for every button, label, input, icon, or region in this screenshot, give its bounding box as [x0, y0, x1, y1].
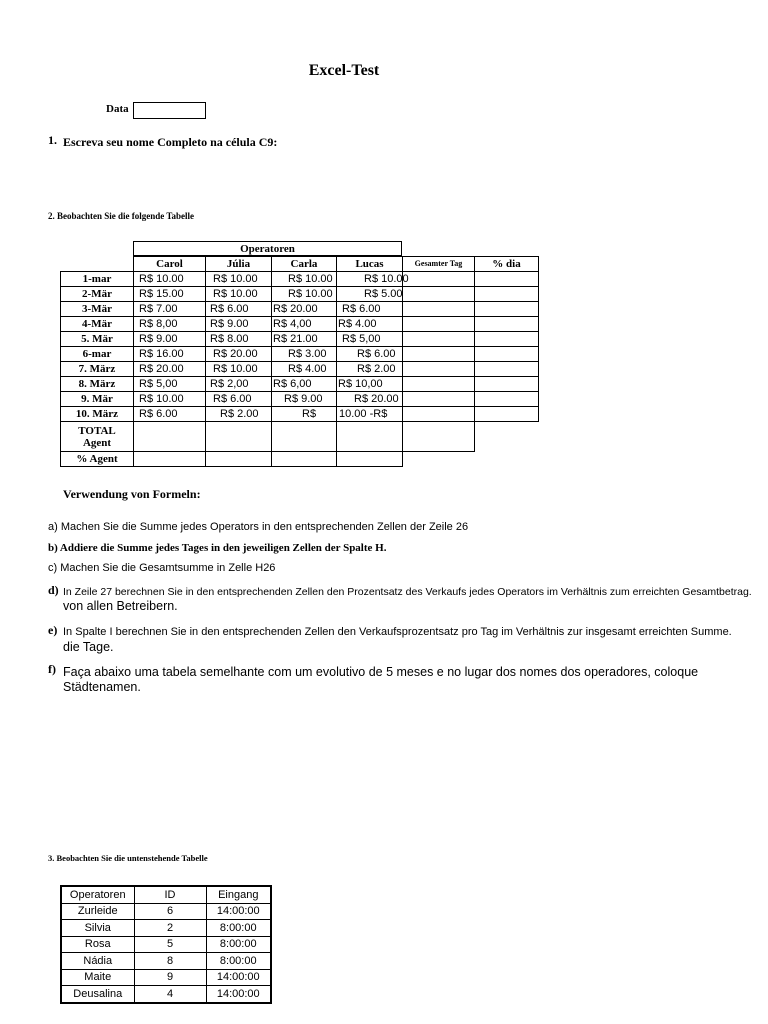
cell-value: R$ 5,00 [342, 333, 381, 345]
total-row [61, 422, 539, 452]
value-cell[interactable] [337, 272, 409, 287]
id-cell[interactable]: 4 [134, 986, 206, 1003]
cell-value: R$ 10.00 [213, 288, 258, 300]
question-1-text: Escreva seu nome Completo na célula C9: [63, 135, 278, 149]
instruction-f-line1: Faça abaixo uma tabela semelhante com um evolutivo de 5 meses e no lugar dos nomes dos operadores, coloque [63, 665, 699, 679]
cell-value: R$ 10.00 [213, 363, 258, 375]
empty-cell [403, 452, 475, 467]
value-cell[interactable] [475, 317, 539, 332]
row-label: 10. März [61, 407, 134, 422]
value-cell[interactable] [337, 377, 403, 392]
column-header: Eingang [206, 886, 271, 903]
value-cell[interactable] [403, 407, 475, 422]
value-cell[interactable] [272, 272, 337, 287]
value-cell[interactable] [337, 407, 403, 422]
cell-value: R$ 16.00 [139, 348, 184, 360]
value-cell[interactable] [337, 287, 403, 302]
table-row [61, 272, 539, 287]
table-row [61, 920, 271, 937]
table-row [61, 903, 271, 920]
value-cell[interactable] [475, 272, 539, 287]
cell-value: R$ 2.00 [357, 363, 396, 375]
cell-value: R$ 10.00 [364, 273, 409, 285]
column-header: Carol [134, 257, 206, 272]
value-cell[interactable] [337, 317, 403, 332]
value-cell[interactable] [206, 302, 272, 317]
operators-table [60, 885, 272, 1004]
operator-name-cell[interactable]: Rosa [61, 936, 134, 953]
value-cell[interactable] [134, 377, 206, 392]
value-cell[interactable] [403, 392, 475, 407]
row-label: 6-mar [61, 347, 134, 362]
table-row [61, 936, 271, 953]
row-label: 1-mar [61, 272, 134, 287]
row-label: 9. Mär [61, 392, 134, 407]
cell-value: R$ 20.00 [139, 363, 184, 375]
table-row [61, 969, 271, 986]
total-cell[interactable] [272, 422, 337, 452]
value-cell[interactable] [206, 377, 272, 392]
table-row [61, 377, 539, 392]
table-row [61, 362, 539, 377]
row-label: 7. März [61, 362, 134, 377]
row-label: 2-Mär [61, 287, 134, 302]
value-cell[interactable] [403, 347, 475, 362]
instruction-f-line2: Städtenamen. [63, 680, 141, 694]
value-cell[interactable] [134, 392, 206, 407]
row-label: 3-Mär [61, 302, 134, 317]
value-cell[interactable] [272, 362, 337, 377]
cell-value: 10.00 -R$ [339, 408, 388, 420]
value-cell[interactable] [475, 362, 539, 377]
column-header: Operatoren [61, 886, 134, 903]
total-agent-label: TOTAL Agent [61, 422, 134, 452]
operators-group-header: Operatoren [133, 241, 402, 256]
instruction-f-marker: f) [48, 662, 56, 676]
question-1-number: 1. [48, 133, 57, 147]
corner-cell [61, 257, 134, 272]
table-row [61, 407, 539, 422]
row-label: 5. Mär [61, 332, 134, 347]
sales-table [60, 256, 539, 467]
total-cell[interactable] [403, 422, 475, 452]
instruction-d-line2: von allen Betreibern. [63, 599, 178, 613]
value-cell[interactable] [134, 317, 206, 332]
value-cell[interactable] [272, 332, 337, 347]
table-header-row [61, 886, 271, 903]
cell-value: R$ 5,00 [139, 378, 178, 390]
cell-value: R$ 9.00 [139, 333, 178, 345]
instruction-b: b) Addiere die Summe jedes Tages in den jeweiligen Zellen der Spalte H. [48, 542, 387, 554]
cell-value: R$ 20.00 [354, 393, 399, 405]
formulas-heading: Verwendung von Formeln: [63, 487, 201, 501]
value-cell[interactable] [272, 392, 337, 407]
id-cell[interactable]: 6 [134, 903, 206, 920]
cell-value: R$ 20.00 [273, 303, 318, 315]
value-cell[interactable] [475, 347, 539, 362]
total-cell[interactable] [337, 422, 403, 452]
percent-cell[interactable] [134, 452, 206, 467]
value-cell[interactable] [206, 332, 272, 347]
value-cell[interactable] [403, 317, 475, 332]
cell-value: R$ 15.00 [139, 288, 184, 300]
cell-value: R$ 10.00 [139, 273, 184, 285]
id-cell[interactable]: 8 [134, 953, 206, 970]
operator-name-cell[interactable]: Maite [61, 969, 134, 986]
value-cell[interactable] [134, 272, 206, 287]
cell-value: R$ 10.00 [288, 273, 333, 285]
operator-name-cell[interactable]: Nádia [61, 953, 134, 970]
value-cell[interactable] [475, 302, 539, 317]
value-cell[interactable] [475, 392, 539, 407]
row-label: 4-Mär [61, 317, 134, 332]
instruction-e-line2: die Tage. [63, 640, 114, 654]
value-cell[interactable] [337, 302, 403, 317]
id-cell[interactable]: 2 [134, 920, 206, 937]
value-cell[interactable] [403, 332, 475, 347]
value-cell[interactable] [206, 287, 272, 302]
cell-value: R$ 4.00 [338, 318, 377, 330]
cell-value: R$ [302, 408, 317, 420]
percent-cell[interactable] [206, 452, 272, 467]
instruction-e-marker: e) [48, 623, 58, 637]
column-header: Gesamter Tag [403, 257, 475, 272]
cell-value: R$ 8.00 [210, 333, 249, 345]
cell-value: R$ 10.00 [288, 288, 333, 300]
operator-name-cell[interactable]: Deusalina [61, 986, 134, 1003]
instruction-a: a) Machen Sie die Summe jedes Operators in den entsprechenden Zellen der Zeile 26 [48, 521, 469, 533]
cell-value: R$ 6.00 [139, 408, 178, 420]
entry-time-cell[interactable]: 8:00:00 [206, 920, 271, 937]
column-header: % dia [475, 257, 539, 272]
question-3-heading: 3. Beobachten Sie die untenstehende Tabelle [48, 853, 208, 863]
entry-time-cell[interactable]: 14:00:00 [206, 969, 271, 986]
total-cell[interactable] [206, 422, 272, 452]
value-cell[interactable] [403, 287, 475, 302]
table-row [61, 302, 539, 317]
table-row [61, 287, 539, 302]
cell-value: R$ 10.00 [139, 393, 184, 405]
cell-value: R$ 6.00 [213, 393, 252, 405]
table-row [61, 347, 539, 362]
value-cell[interactable] [337, 347, 403, 362]
cell-value: R$ 10,00 [338, 378, 383, 390]
cell-value: R$ 4,00 [273, 318, 312, 330]
value-cell[interactable] [134, 287, 206, 302]
cell-value: R$ 9.00 [210, 318, 249, 330]
row-label: 8. März [61, 377, 134, 392]
value-cell[interactable] [403, 362, 475, 377]
cell-value: R$ 8,00 [139, 318, 178, 330]
value-cell[interactable] [475, 332, 539, 347]
value-cell[interactable] [337, 362, 403, 377]
instruction-d-marker: d) [48, 583, 59, 597]
instruction-c: c) Machen Sie die Gesamtsumme in Zelle H26 [48, 562, 276, 574]
value-cell[interactable] [206, 392, 272, 407]
column-header: Carla [272, 257, 337, 272]
entry-time-cell[interactable]: 8:00:00 [206, 936, 271, 953]
cell-value: R$ 2,00 [210, 378, 249, 390]
value-cell[interactable] [272, 317, 337, 332]
value-cell[interactable] [134, 347, 206, 362]
id-cell[interactable]: 5 [134, 936, 206, 953]
cell-value: R$ 3.00 [288, 348, 327, 360]
date-field[interactable] [133, 102, 206, 119]
entry-time-cell[interactable]: 14:00:00 [206, 903, 271, 920]
value-cell[interactable] [475, 407, 539, 422]
value-cell[interactable] [475, 287, 539, 302]
value-cell[interactable] [337, 392, 403, 407]
value-cell[interactable] [272, 287, 337, 302]
value-cell[interactable] [475, 377, 539, 392]
table-row [61, 392, 539, 407]
empty-cell [475, 452, 539, 467]
table-row [61, 986, 271, 1003]
instruction-d-line1: In Zeile 27 berechnen Sie in den entsprechenden Zellen den Prozentsatz des Verkaufs jedes Operators im Verhältnis zum erreichten Gesamtbetrag. [63, 586, 752, 598]
value-cell[interactable] [403, 272, 475, 287]
percent-cell[interactable] [337, 452, 403, 467]
cell-value: R$ 21.00 [273, 333, 318, 345]
cell-value: R$ 10.00 [213, 273, 258, 285]
percent-row [61, 452, 539, 467]
cell-value: R$ 6.00 [210, 303, 249, 315]
question-2-heading: 2. Beobachten Sie die folgende Tabelle [48, 211, 195, 221]
cell-value: R$ 20.00 [213, 348, 258, 360]
column-header: ID [134, 886, 206, 903]
empty-cell [475, 422, 539, 452]
table-row [61, 332, 539, 347]
operator-name-cell[interactable]: Zurleide [61, 903, 134, 920]
value-cell[interactable] [206, 362, 272, 377]
entry-time-cell[interactable]: 8:00:00 [206, 953, 271, 970]
value-cell[interactable] [272, 377, 337, 392]
cell-value: R$ 9.00 [284, 393, 323, 405]
value-cell[interactable] [206, 317, 272, 332]
value-cell[interactable] [272, 407, 337, 422]
cell-value: R$ 6.00 [342, 303, 381, 315]
cell-value: R$ 5.00 [364, 288, 403, 300]
table-header-row [61, 257, 539, 272]
column-header: Júlia [206, 257, 272, 272]
value-cell[interactable] [206, 407, 272, 422]
value-cell[interactable] [272, 347, 337, 362]
instruction-e-line1: In Spalte I berechnen Sie in den entsprechenden Zellen den Verkaufsprozentsatz pro Tag im Verhältnis zur insgesamt erreichten Summe. [63, 626, 732, 638]
cell-value: R$ 4.00 [288, 363, 327, 375]
cell-value: R$ 6,00 [273, 378, 312, 390]
total-cell[interactable] [134, 422, 206, 452]
value-cell[interactable] [272, 302, 337, 317]
value-cell[interactable] [206, 272, 272, 287]
date-label: Data [106, 103, 129, 115]
document-title: Excel-Test [308, 62, 380, 79]
id-cell[interactable]: 9 [134, 969, 206, 986]
percent-agent-label: % Agent [61, 452, 134, 467]
cell-value: R$ 2.00 [220, 408, 259, 420]
value-cell[interactable] [337, 332, 403, 347]
operator-name-cell[interactable]: Silvia [61, 920, 134, 937]
entry-time-cell[interactable]: 14:00:00 [206, 986, 271, 1003]
percent-cell[interactable] [272, 452, 337, 467]
value-cell[interactable] [134, 362, 206, 377]
value-cell[interactable] [134, 302, 206, 317]
table-row [61, 953, 271, 970]
value-cell[interactable] [403, 302, 475, 317]
value-cell[interactable] [134, 407, 206, 422]
cell-value: R$ 6.00 [357, 348, 396, 360]
column-header: Lucas [337, 257, 403, 272]
value-cell[interactable] [206, 347, 272, 362]
cell-value: R$ 7.00 [139, 303, 178, 315]
value-cell[interactable] [403, 377, 475, 392]
value-cell[interactable] [134, 332, 206, 347]
table-row [61, 317, 539, 332]
